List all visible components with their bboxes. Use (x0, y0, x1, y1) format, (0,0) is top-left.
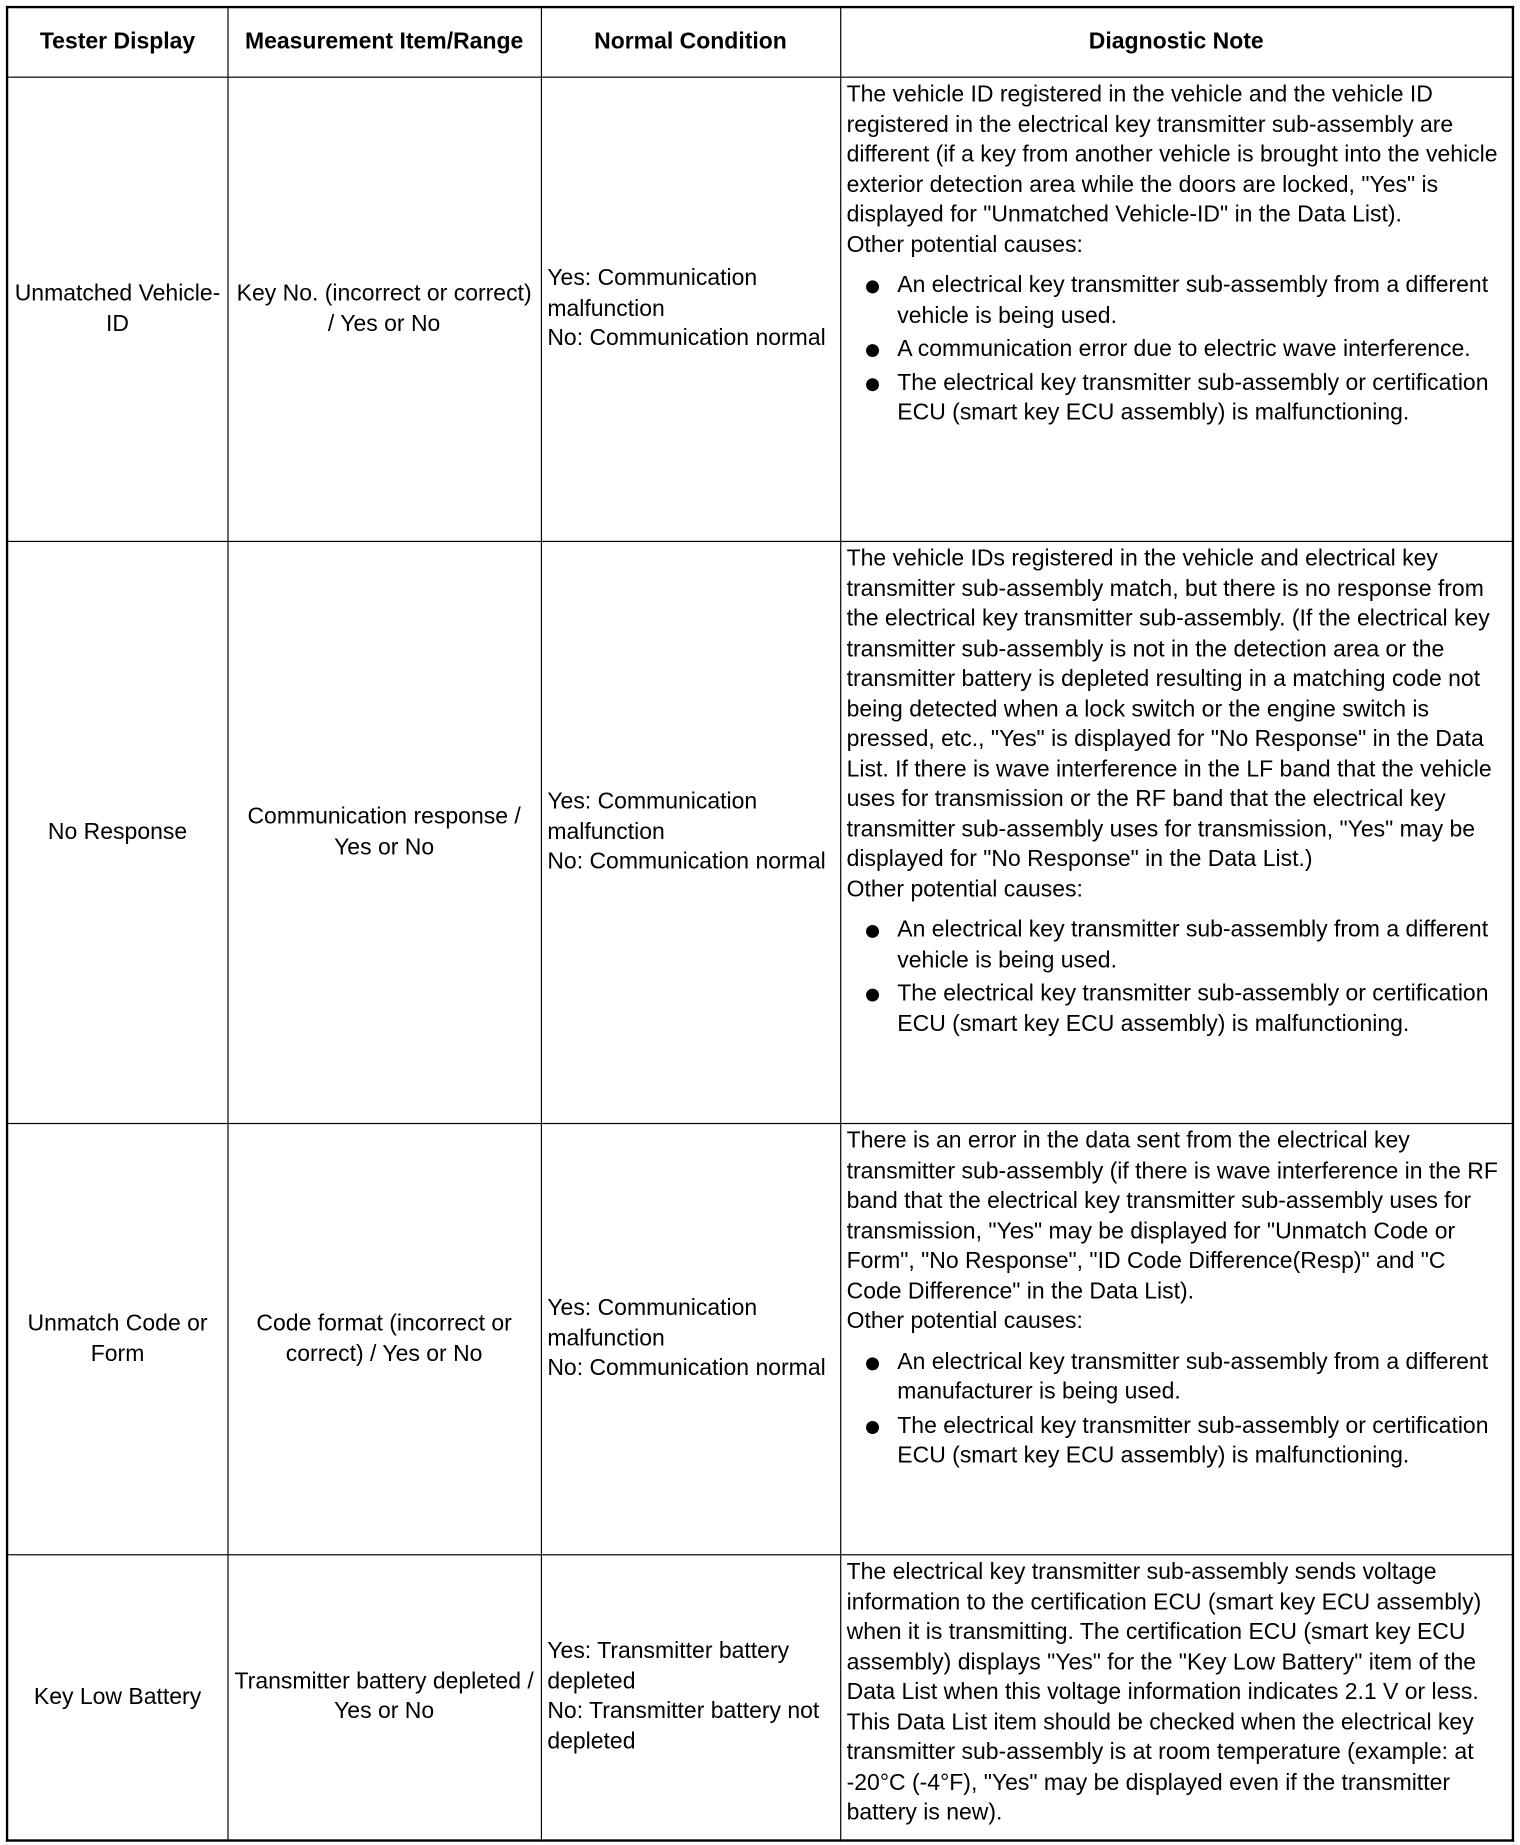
table-row (7, 1124, 1513, 1555)
diagnostic-note-cell (840, 1124, 1513, 1555)
normal-yes-text: Yes: Communication malfunction (547, 788, 758, 845)
normal-condition-cell (541, 77, 840, 541)
cause-item: The electrical key transmitter sub-assembly or certification ECU (smart key ECU assembly) is malfunctioning. (847, 1411, 1506, 1471)
cause-list (847, 271, 1506, 428)
other-causes-label: Other potential causes: (846, 1307, 1083, 1334)
cause-item: An electrical key transmitter sub-assembly from a different vehicle is being used. (847, 916, 1506, 976)
normal-yes-text: Yes: Communication malfunction (547, 265, 758, 322)
diagnostic-note-cell (840, 541, 1513, 1123)
header-row (7, 7, 1513, 77)
cause-item: An electrical key transmitter sub-assembly from a different manufacturer is being used. (847, 1347, 1506, 1407)
other-causes-label: Other potential causes: (846, 231, 1083, 258)
table-row (7, 77, 1513, 541)
normal-condition-cell (541, 1124, 840, 1555)
tester-display-cell: No Response (7, 541, 227, 1123)
measurement-cell: Key No. (incorrect or correct) / Yes or No (227, 77, 540, 541)
normal-yes-text: Yes: Communication malfunction (547, 1295, 758, 1352)
cause-item: The electrical key transmitter sub-assembly or certification ECU (smart key ECU assembly) is malfunctioning. (847, 979, 1506, 1039)
normal-condition-cell (541, 541, 840, 1123)
diagnostic-note-cell (840, 77, 1513, 541)
cause-list (847, 1347, 1506, 1471)
data-list-table (6, 6, 1514, 1841)
note-text: The vehicle IDs registered in the vehicle and electrical key transmitter sub-assembly match, but there is no response from the electrical key transmitter sub-assembly. (If the electrical key transmitter sub-assembly is not in the detection area or the transmitter battery is depleted resulting in a matching code not being detected when a lock switch or the engine switch is pressed, etc., "Yes" is displayed for "No Response" in the Data List. If there is wave interference in the LF band that the vehicle uses for transmission or the RF band that the electrical key transmitter sub-assembly uses for transmission, "Yes" may be displayed for "No Response" in the Data List.) (846, 545, 1492, 872)
cause-list (847, 916, 1506, 1040)
cause-item: An electrical key transmitter sub-assembly from a different vehicle is being used. (847, 271, 1506, 331)
measurement-cell: Code format (incorrect or correct) / Yes or No (227, 1124, 540, 1555)
normal-no-text: No: Communication normal (547, 1355, 826, 1382)
diagnostic-note-cell (840, 1555, 1513, 1840)
normal-yes-text: Yes: Transmitter battery depleted (547, 1638, 790, 1695)
header-normal-condition: Normal Condition (541, 7, 840, 77)
measurement-cell: Communication response / Yes or No (227, 541, 540, 1123)
note-text: There is an error in the data sent from the electrical key transmitter sub-assembly (if there is wave interference in the RF band that the electrical key transmitter sub-assembly uses for transmission, "Yes" may be displayed for "Unmatch Code or Form", "No Response", "ID Code Difference(Resp)" and "C Code Difference" in the Data List). (846, 1127, 1498, 1304)
normal-no-text: No: Communication normal (547, 325, 826, 352)
cause-item: A communication error due to electric wave interference. (847, 335, 1506, 365)
tester-display-cell: Key Low Battery (7, 1555, 227, 1840)
other-causes-label: Other potential causes: (846, 876, 1083, 902)
note-text: The electrical key transmitter sub-assembly sends voltage information to the certification ECU (smart key ECU assembly) when it is transmitting. The certification ECU (smart key ECU assembly) displays "Yes" for the "Key Low Battery" item of the Data List when this voltage information indicates 2.1 V or less. This Data List item should be checked when the electrical key transmitter sub-assembly is at room temperature (example: at -20°C (-4°F), "Yes" may be displayed even if the transmitter battery is new). (846, 1558, 1482, 1826)
normal-condition-cell (541, 1555, 840, 1840)
header-diagnostic-note: Diagnostic Note (840, 7, 1513, 77)
normal-no-text: No: Transmitter battery not depleted (547, 1698, 820, 1755)
tester-display-cell: Unmatched Vehicle-ID (7, 77, 227, 541)
table-row (7, 1555, 1513, 1840)
cause-item: The electrical key transmitter sub-assembly or certification ECU (smart key ECU assembly) is malfunctioning. (847, 368, 1506, 428)
header-measurement: Measurement Item/Range (227, 7, 540, 77)
tester-display-cell: Unmatch Code or Form (7, 1124, 227, 1555)
table-row (7, 541, 1513, 1123)
header-tester-display: Tester Display (7, 7, 227, 77)
measurement-cell: Transmitter battery depleted / Yes or No (227, 1555, 540, 1840)
normal-no-text: No: Communication normal (547, 848, 826, 875)
note-text: The vehicle ID registered in the vehicle and the vehicle ID registered in the electrical key transmitter sub-assembly are different (if a key from another vehicle is brought into the vehicle exterior detection area while the doors are locked, "Yes" is displayed for "Unmatched Vehicle-ID" in the Data List). (846, 81, 1498, 228)
